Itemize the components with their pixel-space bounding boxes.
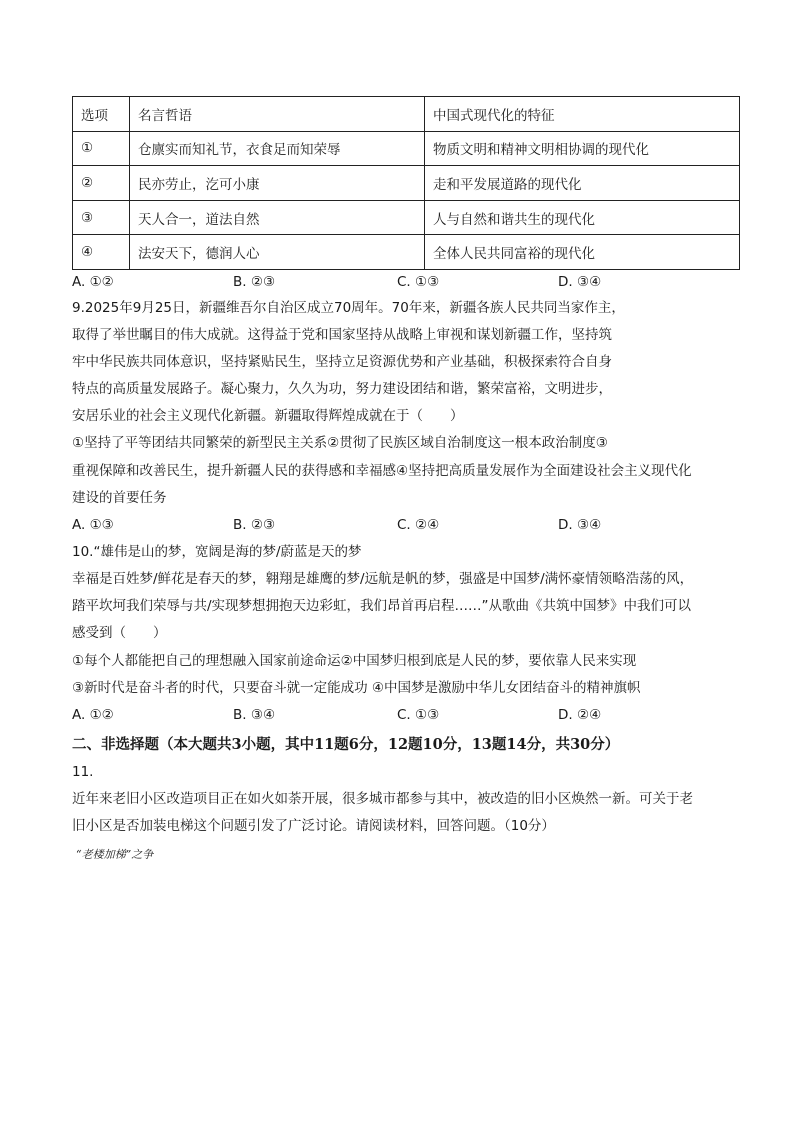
table-header-cell: 名言哲语 (130, 97, 425, 132)
q9-statement-line: 建设的首要任务 (72, 490, 167, 506)
q10-statement-line: ③新时代是奋斗者的时代，只要奋斗就一定能成功 ④中国梦是激励中华儿女团结奋斗的精神旗帜 (72, 680, 641, 696)
q11-stem-line: 旧小区是否加装电梯这个问题引发了广泛讨论。请阅读材料，回答问题。（10分） (72, 818, 555, 834)
table-cell: 天人合一，道法自然 (130, 200, 425, 235)
table-cell: ② (73, 166, 130, 201)
table-cell: 民亦劳止，汔可小康 (130, 166, 425, 201)
option-b: B. ②③ (233, 274, 276, 290)
q11-stem-line: 近年来老旧小区改造项目正在如火如荼开展，很多城市都参与其中，被改造的旧小区焕然一新。可关于老 (72, 791, 693, 807)
option-a: A. ①② (72, 274, 114, 290)
option-c: C. ①③ (397, 707, 440, 723)
q9-statement-line: 重视保障和改善民生，提升新疆人民的获得感和幸福感④坚持把高质量发展作为全面建设社会主义现代化 (72, 463, 692, 479)
q9-stem-line: 特点的高质量发展路子。凝心聚力，久久为功，努力建设团结和谐，繁荣富裕，文明进步， (72, 381, 612, 397)
table-cell: ④ (73, 235, 130, 270)
q10-stem-line: 感受到（ ） (72, 625, 167, 641)
q10-statement-line: ①每个人都能把自己的理想融入国家前途命运②中国梦归根到底是人民的梦，要依靠人民来实现 (72, 653, 637, 669)
table-row (73, 200, 740, 235)
q8-options (72, 273, 732, 291)
q9-stem-line: 牢中华民族共同体意识，坚持紧贴民生，坚持立足资源优势和产业基础，积极探索符合自身 (72, 354, 612, 370)
table-row (73, 166, 740, 201)
q11-number: 11. (72, 764, 94, 780)
q10-stem-line: 踏平坎坷我们荣辱与共/实现梦想拥抱天边彩虹，我们昂首再启程……”从歌曲《共筑中国梦》中我们可以 (72, 598, 692, 614)
q10-options (72, 706, 732, 724)
table-cell: 人与自然和谐共生的现代化 (425, 200, 740, 235)
q9-stem-line: 安居乐业的社会主义现代化新疆。新疆取得辉煌成就在于（ ） (72, 408, 464, 424)
q10-stem-line: 幸福是百姓梦/鲜花是春天的梦，翱翔是雄鹰的梦/远航是帆的梦，强盛是中国梦/满怀豪情领略浩荡的风， (72, 571, 694, 587)
q9-stem-line: 9.2025年9月25日，新疆维吾尔自治区成立70周年。70年来，新疆各族人民共同当家作主， (72, 300, 625, 316)
table-cell: ① (73, 131, 130, 166)
option-a: A. ①③ (72, 517, 114, 533)
q9-statement-line: ①坚持了平等团结共同繁荣的新型民主关系②贯彻了民族区域自治制度这一根本政治制度③ (72, 435, 608, 451)
section-heading: 二、非选择题（本大题共3小题，其中11题6分，12题10分，13题14分，共30分） (72, 736, 620, 753)
table-row (73, 235, 740, 270)
option-d: D. ③④ (558, 274, 602, 290)
option-d: D. ②④ (558, 707, 602, 723)
q9-options (72, 516, 732, 534)
material-caption: “老楼加梯”之争 (76, 848, 154, 861)
option-b: B. ③④ (233, 707, 276, 723)
table-cell: 仓廪实而知礼节，衣食足而知荣辱 (130, 131, 425, 166)
table-header-cell: 中国式现代化的特征 (425, 97, 740, 132)
table-cell: 物质文明和精神文明相协调的现代化 (425, 131, 740, 166)
table-header-row (73, 97, 740, 132)
table-cell: ③ (73, 200, 130, 235)
table-cell: 法安天下，德润人心 (130, 235, 425, 270)
option-c: C. ②④ (397, 517, 440, 533)
option-c: C. ①③ (397, 274, 440, 290)
matching-table (72, 96, 740, 270)
table-row (73, 131, 740, 166)
table-cell: 走和平发展道路的现代化 (425, 166, 740, 201)
option-b: B. ②③ (233, 517, 276, 533)
table-cell: 全体人民共同富裕的现代化 (425, 235, 740, 270)
q10-stem-line: 10.“雄伟是山的梦，宽阔是海的梦/蔚蓝是天的梦 (72, 544, 362, 560)
option-d: D. ③④ (558, 517, 602, 533)
q9-stem-line: 取得了举世瞩目的伟大成就。这得益于党和国家坚持从战略上审视和谋划新疆工作，坚持筑 (72, 327, 612, 343)
table-header-cell: 选项 (73, 97, 130, 132)
option-a: A. ①② (72, 707, 114, 723)
